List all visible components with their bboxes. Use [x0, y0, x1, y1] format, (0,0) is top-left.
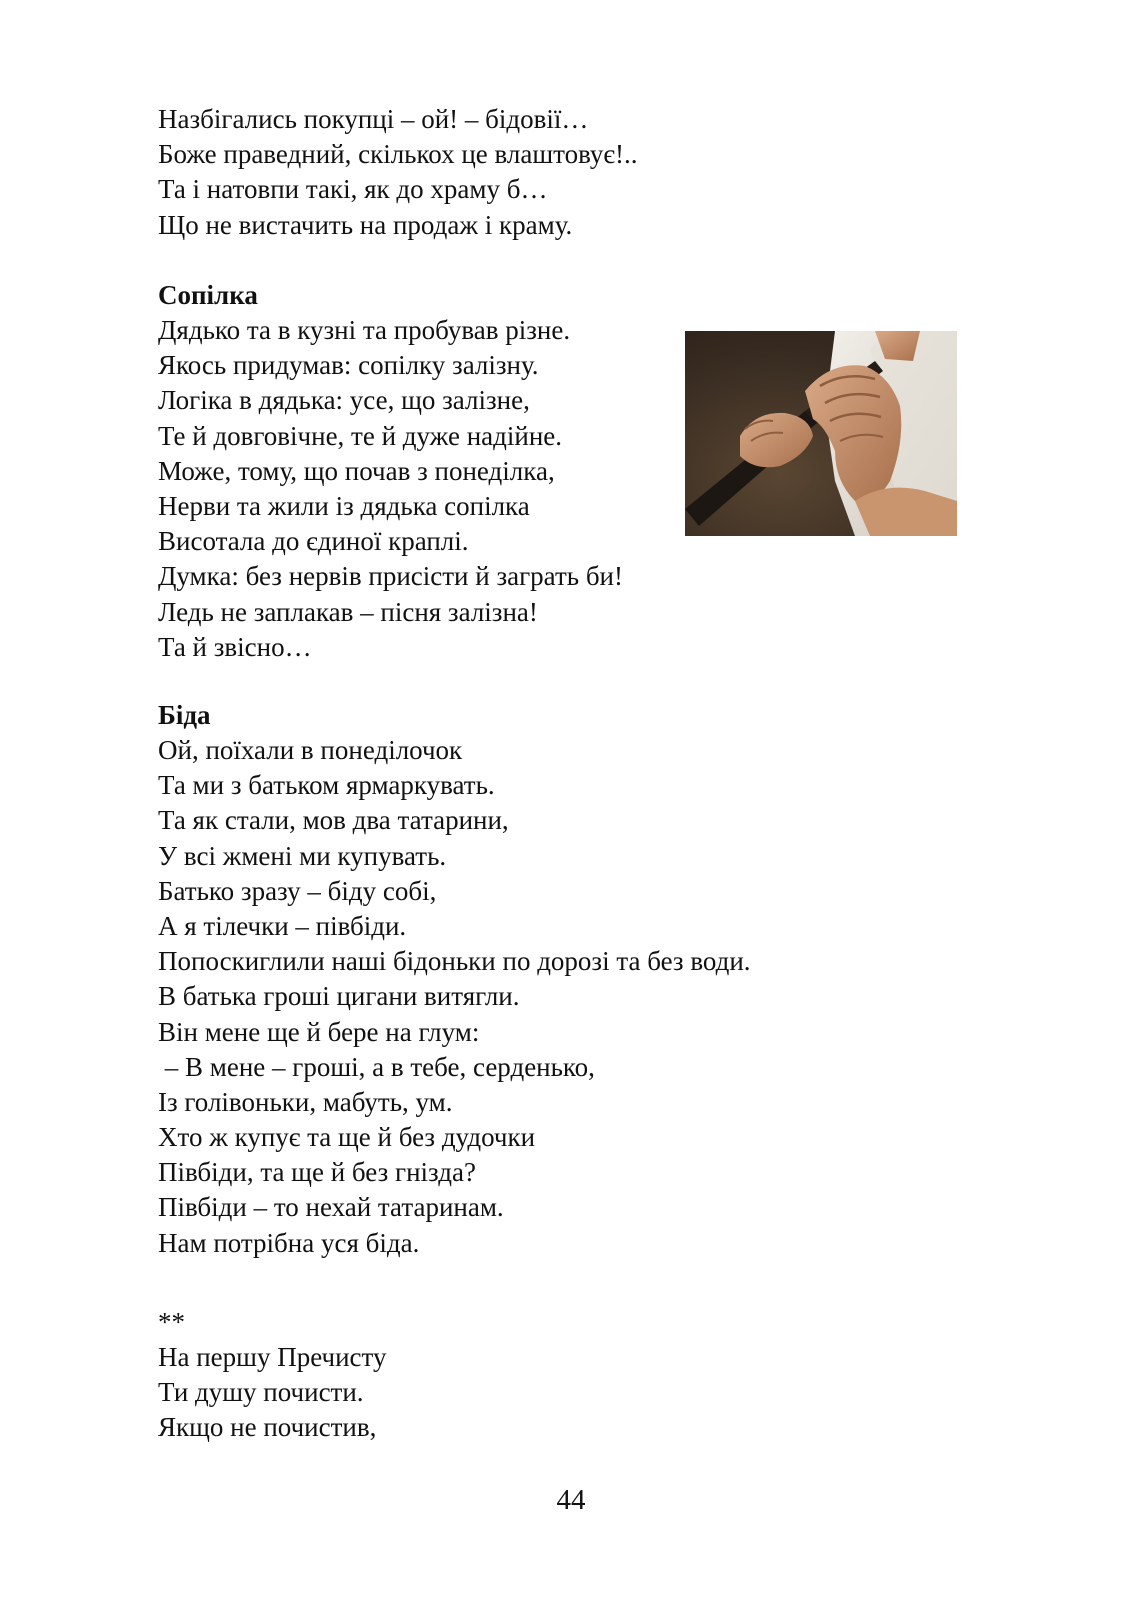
stanza-intro	[158, 102, 638, 243]
poem-line: Дядько та в кузні та пробував різне.	[158, 315, 571, 345]
poem-line: Та й звісно…	[158, 631, 312, 662]
poem-line: Думка: без нервів присісти й заграть би!	[158, 561, 623, 592]
poem-line: Та як стали, мов два татарини,	[158, 805, 509, 836]
poem-line: – В мене – гроші, а в тебе, серденько,	[158, 1051, 595, 1082]
poem-line: Та і натовпи такі, як до храму б…	[158, 174, 548, 205]
poem-line: Боже праведний, скількох це влаштовує!..	[158, 139, 638, 170]
flute-player-photo	[685, 331, 957, 536]
poem-line: А я тілечки – півбіди.	[158, 910, 407, 941]
poem-line: Попоскиглили наші бідоньки по дорозі та без води.	[158, 946, 751, 977]
poem-line: Півбіди, та ще й без гнізда?	[158, 1157, 476, 1188]
poem-line: Нерви та жили із дядька сопілка	[158, 490, 530, 521]
page-number: 44	[556, 1484, 586, 1516]
poem-line: Ой, поїхали в понеділочок	[158, 735, 463, 765]
flute-player-illustration	[685, 331, 957, 536]
poem-bida	[158, 733, 751, 1261]
poem-line: Батько зразу – біду собі,	[158, 875, 437, 906]
poem-line: Ти душу почисти.	[158, 1377, 364, 1408]
poem-title-bida: Біда	[158, 700, 211, 730]
poem-line: Хто ж купує та ще й без дудочки	[158, 1122, 536, 1153]
poem-line: Може, тому, що почав з понеділка,	[158, 455, 555, 486]
poem-title-sopilka: Сопілка	[158, 280, 258, 310]
poem-sopilka	[158, 313, 623, 665]
poem-line: У всі жмені ми купувать.	[158, 840, 447, 871]
poem-line: Та ми з батьком ярмаркувать.	[158, 770, 495, 801]
poem-line: На першу Пречисту	[158, 1342, 387, 1372]
poem-line: Якось придумав: сопілку залізну.	[158, 350, 539, 381]
poem-line: Півбіди – то нехай татаринам.	[158, 1192, 504, 1223]
poem-line: Назбігались покупці – ой! – бідовії…	[158, 104, 589, 134]
poem-line: Він мене ще й бере на глум:	[158, 1016, 480, 1047]
poem-line: Що не вистачить на продаж і краму.	[158, 209, 573, 240]
poem-line: Те й довговічне, те й дуже надійне.	[158, 420, 562, 451]
poem-line: Висотала до єдиної краплі.	[158, 526, 469, 557]
poem-title-untitled: **	[158, 1307, 185, 1337]
poem-line: Із голівоньки, мабуть, ум.	[158, 1086, 453, 1117]
poem-line: Нам потрібна уся біда.	[158, 1227, 420, 1258]
poem-line: Якщо не почистив,	[158, 1412, 377, 1443]
poem-line: Ледь не заплакав – пісня залізна!	[158, 596, 538, 627]
poem-line: В батька гроші цигани витягли.	[158, 981, 520, 1012]
poem-line: Логіка в дядька: усе, що залізне,	[158, 385, 530, 416]
poem-untitled	[158, 1340, 386, 1446]
